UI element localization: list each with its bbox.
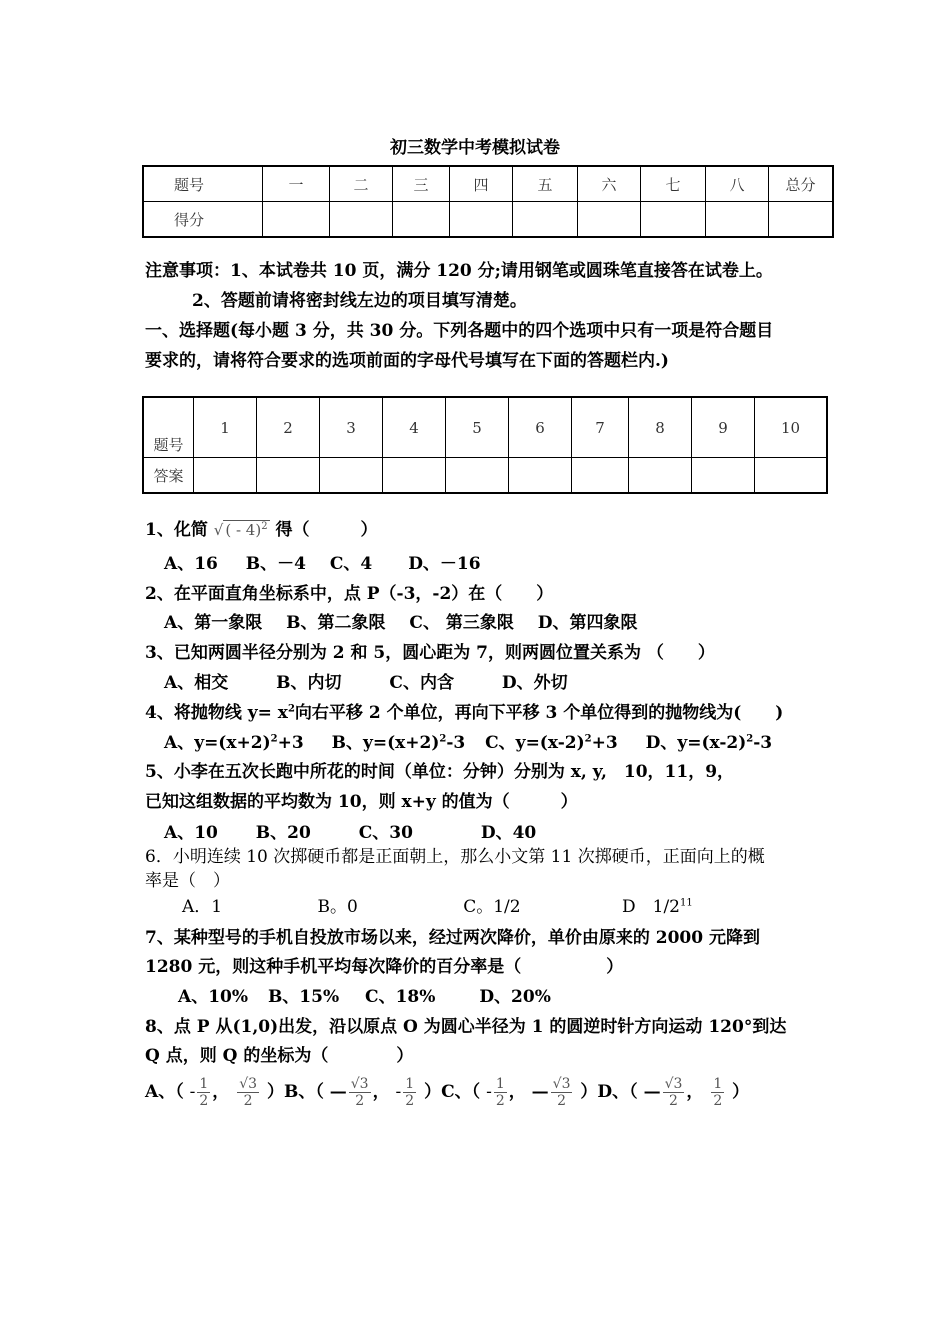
answer-input-cell[interactable] (257, 458, 320, 494)
question-1-suffix: 得（ ） (275, 520, 378, 540)
denominator: 2 (405, 1093, 415, 1109)
question-number-cell: 5 (446, 397, 509, 458)
section-1-heading-line-1: 一、选择题(每小题 3 分，共 30 分。下列各题中的四个选项中只有一项是符合题目 (145, 321, 774, 341)
option-a: A、10% (178, 987, 249, 1007)
question-number-cell: 2 (257, 397, 320, 458)
answer-input-cell[interactable] (446, 458, 509, 494)
score-table-header-row (143, 166, 833, 202)
question-5-options (164, 821, 536, 845)
option-b: B、第二象限 (286, 613, 386, 633)
option-a: A、10 (164, 823, 218, 843)
option-d-close: ） (732, 1082, 750, 1102)
radicand-text: ( - 4) (225, 521, 262, 539)
minus-sign: - (486, 1082, 492, 1102)
question-2-options (164, 611, 638, 635)
option-d: D、40 (480, 823, 537, 843)
answer-table-number-row (143, 397, 827, 458)
numerator: 1 (495, 1076, 505, 1092)
answer-input-cell[interactable] (572, 458, 629, 494)
answer-input-cell[interactable] (629, 458, 692, 494)
score-input-cell[interactable] (263, 202, 330, 238)
answer-input-cell[interactable] (383, 458, 446, 494)
option-b: B、15% (267, 987, 340, 1007)
option-b: B、20 (255, 823, 311, 843)
score-header-cell: 八 (706, 166, 769, 202)
question-1-options (164, 552, 481, 576)
score-input-cell[interactable] (769, 202, 834, 238)
denominator: 2 (199, 1093, 209, 1109)
question-4-options (164, 731, 772, 755)
option-d: D、20% (479, 987, 551, 1007)
fraction-half (403, 1076, 416, 1109)
option-d-open: ）D、（ (580, 1082, 638, 1102)
answer-input-cell[interactable] (320, 458, 383, 494)
score-header-cell: 总分 (769, 166, 834, 202)
option-b (332, 733, 466, 753)
score-header-cell: 题号 (143, 166, 263, 202)
comma: ， (212, 1082, 230, 1102)
denominator: 2 (495, 1093, 505, 1109)
question-number-cell: 6 (509, 397, 572, 458)
option-text: +3 (591, 733, 618, 753)
score-input-cell[interactable] (578, 202, 641, 238)
question-5-line-2: 已知这组数据的平均数为 10，则 x+y 的值为（ ） (145, 792, 578, 812)
option-d (622, 897, 693, 917)
notes-line-2: 2、答题前请将密封线左边的项目填写清楚。 (192, 291, 527, 311)
question-number-cell: 9 (692, 397, 755, 458)
option-a: A、第一象限 (164, 613, 263, 633)
numerator: √3 (664, 1076, 683, 1092)
question-4 (145, 701, 783, 725)
answer-table (142, 396, 828, 494)
score-input-cell[interactable] (450, 202, 513, 238)
question-4-text: 向右平移 2 个单位，再向下平移 3 个单位得到的抛物线为( ) (294, 703, 784, 723)
exponent: 2 (746, 733, 754, 745)
minus-sign: — (643, 1082, 661, 1102)
option-text: A、y=(x+2) (164, 733, 271, 753)
minus-sign: — (531, 1082, 549, 1102)
numerator: √3 (552, 1076, 571, 1092)
question-7-line-1: 7、某种型号的手机自投放市场以来，经过两次降价，单价由原来的 2000 元降到 (145, 928, 760, 948)
option-c: C、30 (358, 823, 413, 843)
denominator: 2 (243, 1093, 253, 1109)
option-c: C、 第三象限 (409, 613, 514, 633)
option-text: -3 (753, 733, 773, 753)
question-7-line-2: 1280 元，则这种手机平均每次降价的百分率是（ ） (145, 957, 624, 977)
question-3-options (164, 671, 568, 695)
numerator: √3 (239, 1076, 258, 1092)
question-number-cell: 1 (194, 397, 257, 458)
exponent: 2 (439, 733, 447, 745)
option-a: A．1 (182, 897, 223, 917)
question-8-options (145, 1070, 749, 1114)
comma: ， (686, 1082, 704, 1102)
option-c-open: ）C、（ (424, 1082, 481, 1102)
minus-sign: - (189, 1082, 196, 1102)
fraction-half (494, 1076, 507, 1109)
question-6-line-2: 率是（ ） (145, 871, 230, 891)
option-c: C、4 (329, 554, 373, 574)
fraction-root3-over-2 (237, 1076, 259, 1109)
question-6-line-1: 6．小明连续 10 次掷硬币都是正面朝上，那么小文第 11 次掷硬币，正面向上的概 (145, 847, 765, 867)
denominator: 2 (669, 1093, 678, 1109)
score-input-cell[interactable] (330, 202, 393, 238)
answer-input-cell[interactable] (509, 458, 572, 494)
fraction-half (197, 1076, 210, 1109)
score-table (142, 165, 834, 238)
option-c (485, 733, 618, 753)
question-4-text: 4、将抛物线 y= x (145, 703, 288, 723)
question-6-options (182, 895, 693, 919)
option-b: B、内切 (276, 673, 342, 693)
answer-table-answer-row (143, 458, 827, 494)
exponent: 2 (287, 703, 295, 715)
option-a-open: A、（ (145, 1082, 184, 1102)
answer-row-label: 题号 (143, 397, 194, 458)
option-d (646, 733, 773, 753)
score-header-cell: 七 (641, 166, 706, 202)
option-c: C、内含 (389, 673, 454, 693)
numerator: √3 (350, 1076, 369, 1092)
score-input-cell[interactable] (706, 202, 769, 238)
denominator: 2 (713, 1093, 723, 1109)
minus-sign: — (329, 1082, 347, 1102)
option-text: +3 (277, 733, 304, 753)
score-header-cell: 五 (513, 166, 578, 202)
question-5-line-1: 5、小李在五次长跑中所花的时间（单位：分钟）分别为 x, y, 10，11，9， (145, 762, 735, 782)
numerator: 1 (713, 1076, 723, 1092)
question-number-cell: 7 (572, 397, 629, 458)
question-number-cell: 10 (755, 397, 828, 458)
option-b-open: ）B、（ (266, 1082, 324, 1102)
option-text: B、y=(x+2) (331, 733, 440, 753)
option-d: D、第四象限 (537, 613, 638, 633)
option-b: B。0 (317, 897, 358, 917)
option-text: D 1/2 (622, 897, 680, 917)
score-header-cell: 一 (263, 166, 330, 202)
option-text: D、y=(x-2) (645, 733, 747, 753)
option-c: C。1/2 (463, 897, 521, 917)
answer-input-cell[interactable] (692, 458, 755, 494)
question-8-line-2: Q 点，则 Q 的坐标为（ ） (145, 1046, 414, 1066)
score-input-cell[interactable] (641, 202, 706, 238)
exponent: 2 (270, 733, 278, 745)
denominator: 2 (355, 1093, 365, 1109)
fraction-root3-over-2 (551, 1076, 573, 1109)
option-c: C、18% (365, 987, 436, 1007)
square-root-expression: √ ( - 4)$^2$ (213, 521, 268, 539)
option-d: D、外切 (501, 673, 568, 693)
radicand-exponent: 2 (261, 521, 268, 532)
question-8-line-1: 8、点 P 从(1,0)出发，沿以原点 O 为圆心半径为 1 的圆逆时针方向运动 120°到达 (145, 1017, 787, 1037)
question-1 (145, 518, 377, 542)
question-number-cell: 4 (383, 397, 446, 458)
option-b: B、－4 (245, 554, 306, 574)
score-header-cell: 六 (578, 166, 641, 202)
question-number-cell: 3 (320, 397, 383, 458)
exponent: 11 (680, 897, 693, 909)
score-input-cell[interactable] (393, 202, 450, 238)
score-header-cell: 四 (450, 166, 513, 202)
fraction-root3-over-2 (349, 1076, 371, 1109)
numerator: 1 (199, 1076, 209, 1092)
question-number-cell: 8 (629, 397, 692, 458)
score-table-score-row (143, 202, 833, 238)
question-3: 3、已知两圆半径分别为 2 和 5，圆心距为 7，则两圆位置关系为 （ ） (145, 643, 715, 663)
score-header-cell: 三 (393, 166, 450, 202)
fraction-root3-over-2 (663, 1076, 685, 1109)
option-text: -3 (446, 733, 466, 753)
option-a: A、16 (164, 554, 218, 574)
option-d: D、－16 (408, 554, 481, 574)
answer-input-cell[interactable] (194, 458, 257, 494)
question-2: 2、在平面直角坐标系中，点 P（-3，-2）在（ ） (145, 584, 554, 604)
score-header-cell: 二 (330, 166, 393, 202)
score-input-cell[interactable] (513, 202, 578, 238)
answer-input-cell[interactable] (755, 458, 828, 494)
option-a (164, 733, 304, 753)
notes-line-1: 注意事项：1、本试卷共 10 页，满分 120 分;请用钢笔或圆珠笔直接答在试卷上。 (145, 261, 773, 281)
numerator: 1 (405, 1076, 415, 1092)
option-text: C、y=(x-2) (485, 733, 585, 753)
radicand (223, 520, 269, 539)
fraction-half (711, 1076, 724, 1109)
denominator: 2 (557, 1093, 567, 1109)
option-a: A、相交 (164, 673, 229, 693)
exponent: 2 (584, 733, 592, 745)
score-row-label: 得分 (143, 202, 263, 238)
question-1-prefix: 1、化简 (145, 520, 208, 540)
page-title: 初三数学中考模拟试卷 (390, 138, 560, 158)
comma: ， (372, 1082, 390, 1102)
question-7-options (178, 985, 551, 1009)
answer-row-label: 答案 (143, 458, 194, 494)
minus-sign: - (395, 1082, 402, 1102)
comma: ， (508, 1082, 526, 1102)
section-1-heading-line-2: 要求的，请将符合要求的选项前面的字母代号填写在下面的答题栏内.) (145, 351, 669, 371)
